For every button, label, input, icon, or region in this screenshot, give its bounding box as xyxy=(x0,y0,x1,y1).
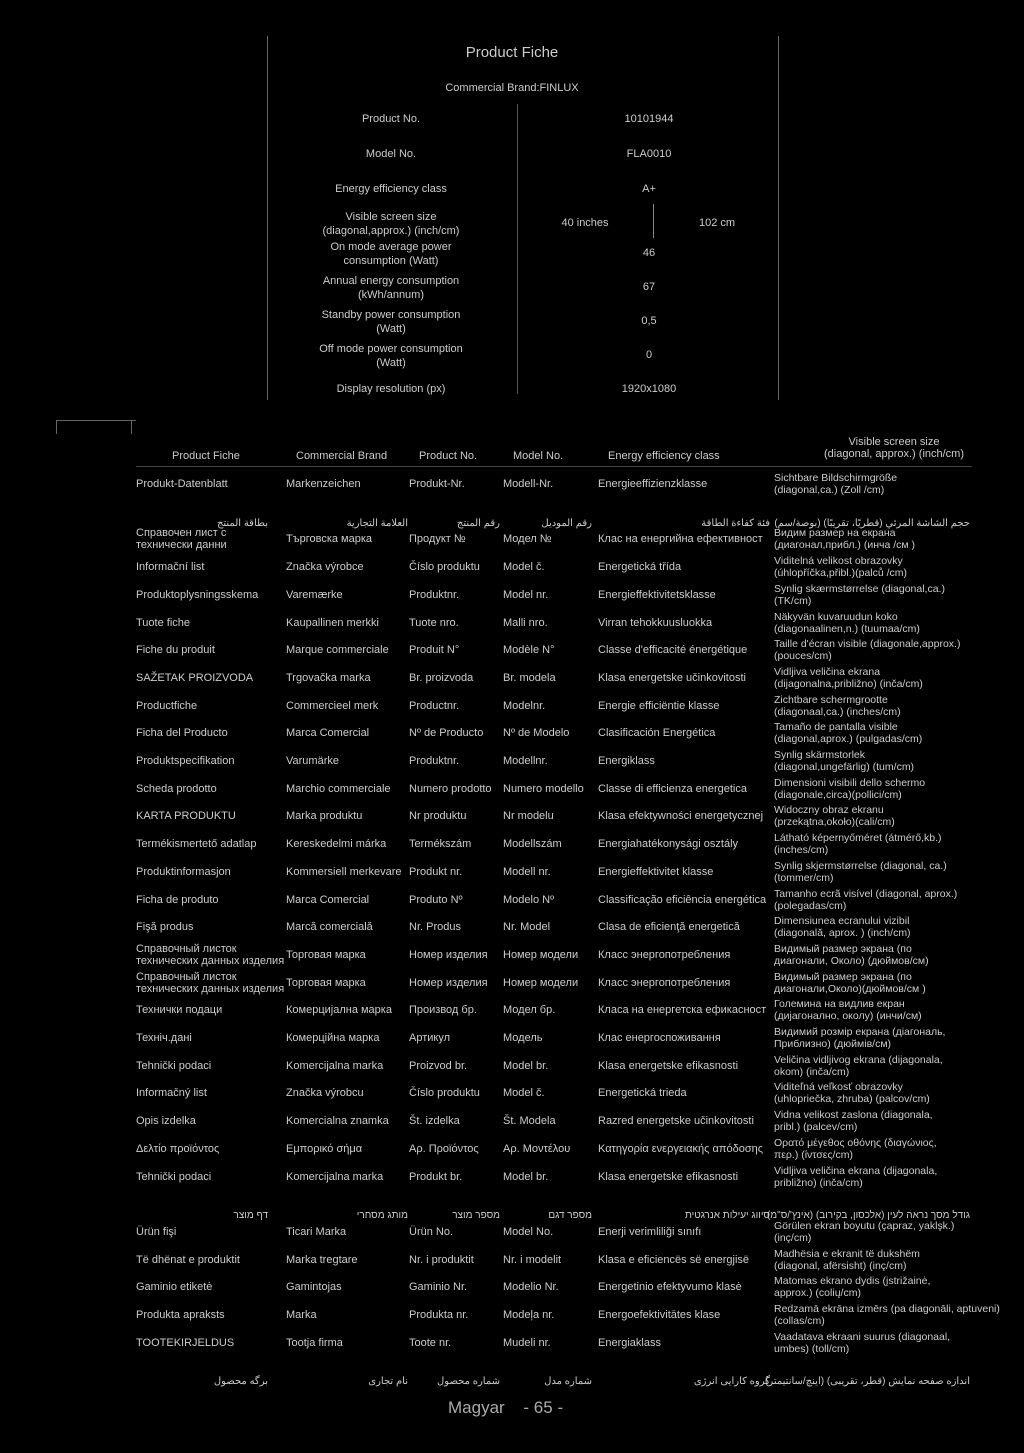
table-cell: شماره مدل xyxy=(544,1376,592,1387)
table-cell: Varumärke xyxy=(286,755,339,767)
table-cell: Ficha de produto xyxy=(136,894,219,906)
table-cell: اندازه صفحه نمایش (قطر، تقریبی) (اینچ/سانتیمتر) xyxy=(765,1376,970,1387)
top-row-label: On mode average power consumption (Watt) xyxy=(330,241,452,267)
table-cell: Produktspecifikation xyxy=(136,755,235,767)
table-cell: Marcă comercială xyxy=(286,921,373,933)
table-cell: Energieffektivitetsklasse xyxy=(598,589,716,601)
table-cell: Видимий розмір екрана (діагональ, Приблизно) (дюймів/см) xyxy=(774,1026,946,1050)
table-cell: Veličina vidljivog ekrana (dijagonala, okom) (inča/cm) xyxy=(774,1054,943,1078)
table-header: Commercial Brand xyxy=(296,450,388,462)
table-header: Product No. xyxy=(419,450,478,462)
table-cell: Varemærke xyxy=(286,589,343,601)
table-cell: Classe d'efficacité énergétique xyxy=(598,644,748,656)
table-cell: Klasa energetske efikasnosti xyxy=(598,1171,739,1183)
table-cell: رقم المنتج xyxy=(456,518,500,529)
table-cell: Classe di efficienza energetica xyxy=(598,783,747,795)
table-cell: رقم الموديل xyxy=(541,518,592,529)
table-cell: Produktinformasjon xyxy=(136,866,231,878)
table-cell: Zichtbare schermgrootte (diagonaal,ca.) (inches/cm) xyxy=(774,694,901,718)
table-cell: Produkt-Nr. xyxy=(409,478,465,490)
table-cell: Značka výrobce xyxy=(286,561,364,573)
table-cell: Артикул xyxy=(409,1032,451,1044)
table-cell: برگه محصول xyxy=(213,1376,268,1387)
table-cell: Informační list xyxy=(136,561,205,573)
table-cell: Št. Modela xyxy=(503,1115,556,1127)
table-cell: Marka tregtare xyxy=(286,1254,358,1266)
table-cell: Produkta nr. xyxy=(409,1309,469,1321)
table-cell: Видимый размер экрана (по диагонали, Около) (дюймов/см) xyxy=(774,943,929,967)
table-cell: Virran tehokkuusluokka xyxy=(598,617,713,629)
table-header: Energy efficiency class xyxy=(608,450,720,462)
table-cell: Модель xyxy=(503,1032,543,1044)
table-cell: Model br. xyxy=(503,1171,549,1183)
footer-language: Magyar xyxy=(448,1398,505,1417)
table-cell: Synlig skjermstørrelse (diagonal, ca.) (tommer/cm) xyxy=(774,860,947,884)
table-cell: מספר מוצר xyxy=(452,1210,500,1221)
table-cell: Br. proizvoda xyxy=(409,672,474,684)
table-cell: Klasa energetske učinkovitosti xyxy=(598,672,746,684)
top-row-value: 10101944 xyxy=(624,113,674,125)
table-cell: شماره محصول xyxy=(437,1376,500,1387)
table-cell: Справочный листок технических данных изделия xyxy=(136,971,285,995)
table-cell: Model č. xyxy=(503,1087,545,1099)
table-cell: Sichtbare Bildschirmgröße (diagonal,ca.) (Zoll /cm) xyxy=(774,472,898,496)
table-cell: Të dhënat e produktit xyxy=(136,1254,240,1266)
table-cell: Продукт № xyxy=(409,533,466,545)
table-cell: Mudeli nr. xyxy=(503,1337,551,1349)
table-cell: Viditeľná veľkosť obrazovky (uhlopriečka, zhruba) (palcov/cm) xyxy=(774,1081,930,1105)
table-cell: סיווג יעילות אנרגטית xyxy=(684,1210,770,1221)
top-row-label: Visible screen size (diagonal,approx.) (inch/cm) xyxy=(322,211,460,237)
table-cell: حجم الشاشة المرئي (قطريًا، تقريبًا) (بوصة/سم) xyxy=(774,518,970,529)
table-cell: Modellszám xyxy=(503,838,562,850)
table-cell: Energetická trieda xyxy=(598,1087,687,1099)
table-cell: Energieeffizienzklasse xyxy=(598,478,708,490)
table-cell: Модел бр. xyxy=(503,1004,556,1016)
table-cell: Nr. i modelit xyxy=(503,1254,562,1266)
table-cell: Productnr. xyxy=(409,700,460,712)
table-cell: Clasificación Energética xyxy=(598,727,716,739)
table-cell: Produto Nº xyxy=(409,894,463,906)
table-cell: Modeļa nr. xyxy=(503,1309,555,1321)
table-cell: Klasa efektywności energetycznej xyxy=(598,810,764,822)
table-cell: Značka výrobcu xyxy=(286,1087,364,1099)
top-row-value: 40 inches xyxy=(561,217,609,229)
table-cell: Klasa e eficiencës së energjisë xyxy=(598,1254,750,1266)
table-cell: Gaminio Nr. xyxy=(409,1281,468,1293)
table-cell: Ürün fişi xyxy=(136,1226,177,1238)
table-cell: Komercijalna marka xyxy=(286,1171,384,1183)
table-cell: Modelo Nº xyxy=(503,894,555,906)
table-cell: Energoefektivitātes klase xyxy=(598,1309,721,1321)
table-cell: Marka produktu xyxy=(286,810,363,822)
table-left-tick xyxy=(56,420,57,434)
table-cell: Nr. i produktit xyxy=(409,1254,474,1266)
table-cell: Energetinio efektyvumo klasė xyxy=(598,1281,742,1293)
table-cell: گروه کارایی انرژی xyxy=(693,1376,770,1387)
table-cell: Големина на видлив екран (дијагонално, околу) (инчи/см) xyxy=(774,998,922,1022)
table-cell: Modellnr. xyxy=(503,755,548,767)
table-cell: Fişă produs xyxy=(136,921,194,933)
table-cell: Trgovačka marka xyxy=(286,672,371,684)
table-cell: Termékszám xyxy=(409,838,472,850)
table-cell: Nº de Modelo xyxy=(503,727,570,739)
table-cell: Toote nr. xyxy=(409,1337,452,1349)
table-left-tick-2 xyxy=(131,420,132,434)
table-cell: דף מוצר xyxy=(233,1210,268,1221)
table-cell: Торговая марка xyxy=(286,977,366,989)
table-cell: Model č. xyxy=(503,561,545,573)
table-cell: Modell-Nr. xyxy=(503,478,554,490)
table-cell: Nr. Model xyxy=(503,921,551,933)
table-cell: Klasa energetske efikasnosti xyxy=(598,1060,739,1072)
table-cell: Widoczny obraz ekranu (przekątna,około)(cali/cm) xyxy=(774,804,895,828)
table-cell: SAŽETAK PROIZVODA xyxy=(136,672,254,684)
top-row-value: FLA0010 xyxy=(626,148,672,160)
table-cell: Marchio commerciale xyxy=(286,783,391,795)
top-row-value: 67 xyxy=(642,281,656,293)
table-cell: Opis izdelka xyxy=(136,1115,196,1127)
table-cell: Görülen ekran boyutu (çapraz, yaklşk.) (inç/cm) xyxy=(774,1220,955,1244)
table-cell: Dimensiunea ecranului vizibil (diagonală, aprox. ) (inch/cm) xyxy=(774,915,911,939)
table-cell: Št. izdelka xyxy=(409,1115,460,1127)
table-cell: Produkt br. xyxy=(409,1171,463,1183)
table-cell: Ορατό μέγεθος οθόνης (διαγώνιος, περ.) (ίντσες/cm) xyxy=(774,1137,937,1161)
table-cell: Tehnički podaci xyxy=(136,1060,212,1072)
table-cell: Proizvod br. xyxy=(409,1060,468,1072)
footer-page-number: - 65 - xyxy=(523,1398,564,1417)
table-cell: نام تجاری xyxy=(368,1376,408,1387)
table-cell: Δελτίο προϊόντος xyxy=(136,1143,220,1155)
top-title: Product Fiche xyxy=(465,44,559,61)
table-cell: العلامة التجارية xyxy=(346,518,408,529)
top-row-value: 0 xyxy=(645,349,653,361)
table-header: Model No. xyxy=(513,450,564,462)
table-cell: Tuote fiche xyxy=(136,617,191,629)
top-row-value-cm: 102 cm xyxy=(698,217,736,229)
table-cell: Tehnički podaci xyxy=(136,1171,212,1183)
table-cell: Vidljiva veličina ekrana (dijagonala, približno) (inča/cm) xyxy=(774,1165,938,1189)
table-cell: Ticari Marka xyxy=(286,1226,347,1238)
table-cell: Αρ. Προϊόντος xyxy=(409,1143,479,1155)
table-cell: Видимый размер экрана (по диагонали,Около)(дюймов/см ) xyxy=(774,971,926,995)
table-cell: Model No. xyxy=(503,1226,554,1238)
table-cell: Номер модели xyxy=(503,977,579,989)
table-cell: Tootja firma xyxy=(286,1337,343,1349)
table-cell: Modelnr. xyxy=(503,700,546,712)
table-cell: Видим размер на екрана (диагонал,прибл.) (инча /см ) xyxy=(774,527,916,551)
table-cell: Класс энергопотребления xyxy=(598,977,731,989)
table-cell: Nº de Producto xyxy=(409,727,484,739)
top-row-label: Display resolution (px) xyxy=(336,383,446,395)
top-brand-line: Commercial Brand:FINLUX xyxy=(445,82,579,94)
table-cell: Energetická třída xyxy=(598,561,682,573)
table-cell: Modell nr. xyxy=(503,866,551,878)
table-top-rule xyxy=(56,420,136,421)
table-cell: Техніч.дані xyxy=(136,1032,192,1044)
table-cell: Produit N° xyxy=(409,644,460,656)
table-cell: Viditelná velikost obrazovky (úhlopříčka,přibl.)(palců /cm) xyxy=(774,555,908,579)
table-cell: Kereskedelmi márka xyxy=(286,838,387,850)
table-cell: Dimensioni visibili dello schermo (diagonale,circa)(pollici/cm) xyxy=(774,777,926,801)
table-cell: Produkt nr. xyxy=(409,866,463,878)
table-cell: Taille d'écran visible (diagonale,approx.) (pouces/cm) xyxy=(774,638,961,662)
table-cell: Tamanho ecrã visível (diagonal, aprox.) (polegadas/cm) xyxy=(774,888,958,912)
table-cell: بطاقة المنتج xyxy=(216,518,268,529)
table-cell: Energiaklass xyxy=(598,1337,661,1349)
top-row-label: Annual energy consumption (kWh/annum) xyxy=(322,275,460,301)
table-cell: Номер изделия xyxy=(409,977,488,989)
table-cell: Технички подаци xyxy=(136,1004,223,1016)
table-cell: Produktnr. xyxy=(409,589,460,601)
table-cell: Търговска марка xyxy=(286,533,373,545)
table-cell: Model nr. xyxy=(503,589,549,601)
table-cell: Номер изделия xyxy=(409,949,488,961)
table-cell: Classificação eficiência energética xyxy=(598,894,767,906)
table-cell: Numero prodotto xyxy=(409,783,492,795)
table-cell: Ficha del Producto xyxy=(136,727,228,739)
table-cell: Malli nro. xyxy=(503,617,548,629)
table-cell: Nr produktu xyxy=(409,810,467,822)
table-cell: Matomas ekrano dydis (įstrižainė, approx.) (colių/cm) xyxy=(774,1275,931,1299)
table-cell: Model br. xyxy=(503,1060,549,1072)
top-row-label: Off mode power consumption (Watt) xyxy=(319,343,463,369)
table-cell: Produkt-Datenblatt xyxy=(136,478,228,490)
table-cell: Класа на енергетска ефикасност xyxy=(598,1004,767,1016)
top-row-label: Product No. xyxy=(361,113,421,125)
table-cell: Komercijalna marka xyxy=(286,1060,384,1072)
table-cell: Gaminio etiketė xyxy=(136,1281,213,1293)
table-cell: Produkta apraksts xyxy=(136,1309,225,1321)
table-cell: TOOTEKIRJELDUS xyxy=(136,1337,235,1349)
table-cell: Номер модели xyxy=(503,949,579,961)
table-cell: Markenzeichen xyxy=(286,478,361,490)
table-cell: Energie efficiëntie klasse xyxy=(598,700,720,712)
top-row-label: Model No. xyxy=(365,148,417,160)
top-row-value: 0,5 xyxy=(641,315,657,327)
table-header: Product Fiche xyxy=(172,450,240,462)
table-cell: Modèle N° xyxy=(503,644,555,656)
table-cell: Číslo produktu xyxy=(409,1087,480,1099)
table-cell: KARTA PRODUKTU xyxy=(136,810,236,822)
table-cell: Tamaño de pantalla visible (diagonal,aprox.) (pulgadas/cm) xyxy=(774,721,923,745)
table-cell: Kaupallinen merkki xyxy=(286,617,379,629)
table-cell: Gamintojas xyxy=(286,1281,342,1293)
table-cell: Nr. Produs xyxy=(409,921,461,933)
table-cell: מספר דגם xyxy=(548,1210,592,1221)
top-row-label: Energy efficiency class xyxy=(335,183,447,195)
table-cell: Комерційна марка xyxy=(286,1032,380,1044)
table-cell: فئة كفاءة الطاقة xyxy=(701,518,770,529)
top-row-value: A+ xyxy=(642,183,656,195)
table-cell: Redzamā ekrāna izmērs (pa diagonāli, aptuveni) (collas/cm) xyxy=(774,1303,1000,1327)
table-cell: Marca Comercial xyxy=(286,727,370,739)
table-cell: גודל מסך נראה לעין (אלכסון, בקירוב) (אינץ'/ס"מ) xyxy=(766,1210,970,1221)
header-rule xyxy=(136,466,972,467)
table-cell: Termékismertető adatlap xyxy=(136,838,257,850)
table-cell: Nr modelu xyxy=(503,810,554,822)
table-cell: Marka xyxy=(286,1309,317,1321)
table-cell: Scheda prodotto xyxy=(136,783,217,795)
table-cell: Комерцијална марка xyxy=(286,1004,392,1016)
table-cell: Справочный листок технических данных изделия xyxy=(136,943,285,967)
table-cell: Informačný list xyxy=(136,1087,207,1099)
table-cell: Marque commerciale xyxy=(286,644,389,656)
table-cell: Br. modela xyxy=(503,672,556,684)
table-cell: Madhësia e ekranit të dukshëm (diagonal, afërsisht) (inç/cm) xyxy=(774,1248,920,1272)
table-cell: Kommersiell merkevare xyxy=(286,866,402,878)
page-footer xyxy=(448,1398,563,1418)
table-cell: Αρ. Μοντέλου xyxy=(503,1143,571,1155)
table-cell: Produktoplysningsskema xyxy=(136,589,259,601)
table-header: Visible screen size (diagonal, approx.) (inch/cm) xyxy=(824,436,965,460)
top-row-label: Standby power consumption (Watt) xyxy=(321,309,461,335)
table-cell: Клас на енергийна ефективност xyxy=(598,533,763,545)
table-cell: מותג מסחרי xyxy=(356,1210,408,1221)
top-row-value: 1920x1080 xyxy=(621,383,677,395)
table-cell: Enerji verimliliği sınıfı xyxy=(598,1226,702,1238)
table-cell: Класс энергопотребления xyxy=(598,949,731,961)
table-cell: Marca Comercial xyxy=(286,894,370,906)
table-cell: Commercieel merk xyxy=(286,700,379,712)
table-cell: Razred energetske učinkovitosti xyxy=(598,1115,754,1127)
table-cell: Produktnr. xyxy=(409,755,460,767)
table-cell: Клас енергоспоживання xyxy=(598,1032,721,1044)
table-cell: Модел № xyxy=(503,533,552,545)
table-cell: Komercialna znamka xyxy=(286,1115,389,1127)
top-column-divider xyxy=(517,104,518,394)
table-cell: Synlig skærmstørrelse (diagonal,ca.) (TK/cm) xyxy=(774,583,945,607)
table-cell: Ürün No. xyxy=(409,1226,454,1238)
table-cell: Vidljiva veličina ekrana (dijagonalna,približno) (inča/cm) xyxy=(774,666,923,690)
table-cell: Торговая марка xyxy=(286,949,366,961)
table-cell: Vidna velikost zaslona (diagonala, pribl.) (palcev/cm) xyxy=(774,1109,933,1133)
table-cell: Κατηγορία ενεργειακής απόδοσης xyxy=(598,1143,764,1155)
table-cell: Vaadatava ekraani suurus (diagonaal, umbes) (toll/cm) xyxy=(774,1331,951,1355)
table-cell: Productfiche xyxy=(136,700,198,712)
table-cell: Fiche du produit xyxy=(136,644,215,656)
table-cell: Numero modello xyxy=(503,783,584,795)
table-cell: Číslo produktu xyxy=(409,561,480,573)
table-cell: Látható képernyőméret (átmérő,kb.) (inches/cm) xyxy=(774,832,942,856)
table-cell: Modelio Nr. xyxy=(503,1281,559,1293)
table-cell: Synlig skärmstorlek (diagonal,ungefärlig) (tum/cm) xyxy=(774,749,915,773)
top-row-value: 46 xyxy=(642,247,656,259)
size-separator xyxy=(653,204,654,238)
table-cell: Energieffektivitet klasse xyxy=(598,866,714,878)
table-cell: Производ бр. xyxy=(409,1004,477,1016)
table-cell: Tuote nro. xyxy=(409,617,459,629)
table-cell: Energiahatékonysági osztály xyxy=(598,838,739,850)
table-cell: Εμπορικό σήμα xyxy=(286,1143,363,1155)
table-cell: Energiklass xyxy=(598,755,655,767)
table-cell: Clasa de eficienţă energetică xyxy=(598,921,740,933)
table-cell: Näkyvän kuvaruudun koko (diagonaalinen,n.) (tuumaa/cm) xyxy=(774,611,920,635)
table-cell: Справочен лист с технически данни xyxy=(136,527,227,551)
